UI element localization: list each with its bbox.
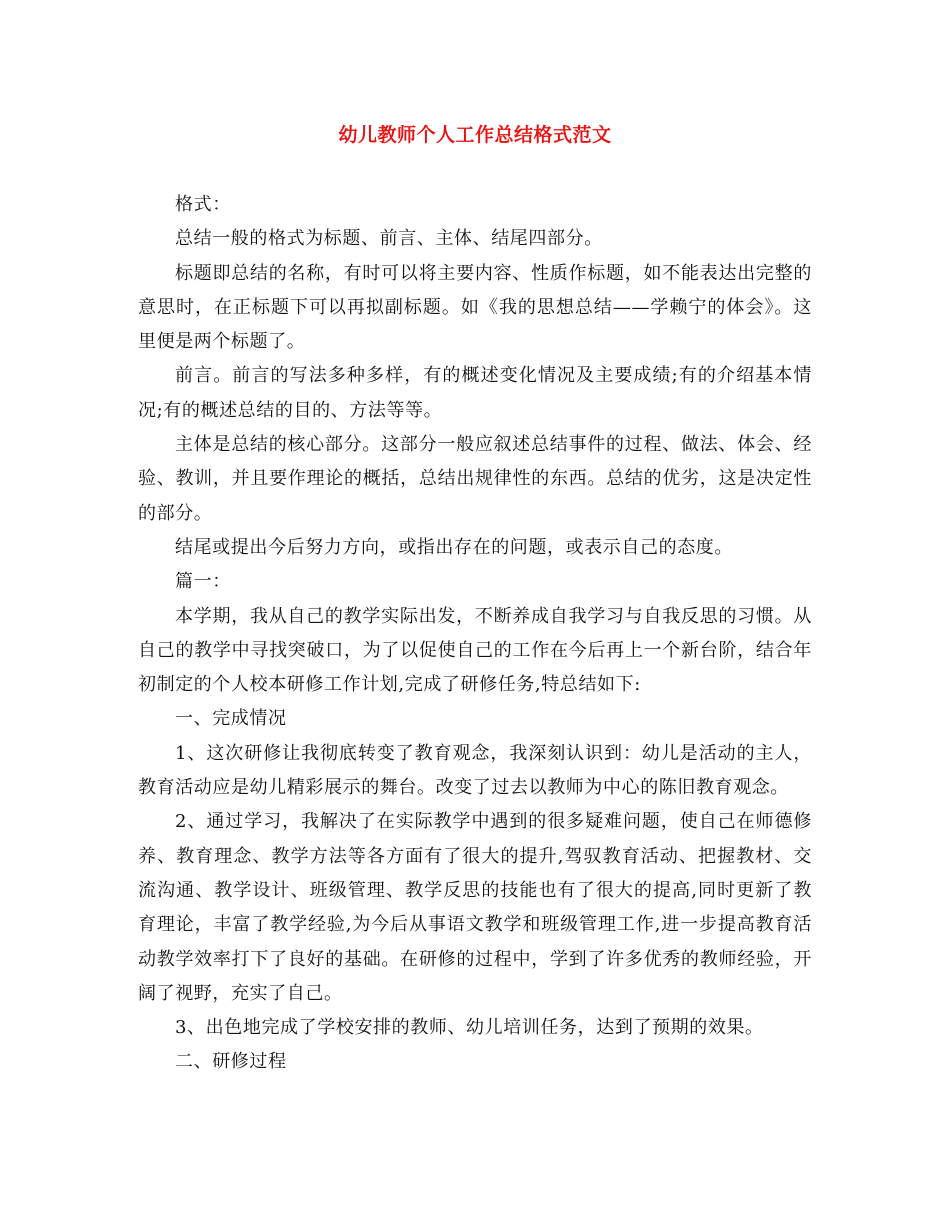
paragraph-completion-item-1: 1、这次研修让我彻底转变了教育观念，我深刻认识到：幼儿是活动的主人，教育活动应是幼儿精彩展示的舞台。改变了过去以教师为中心的陈旧教育观念。	[138, 742, 812, 799]
paragraph-ending-section: 结尾或提出今后努力方向，或指出存在的问题，或表示自己的态度。	[175, 536, 733, 558]
document-body	[138, 188, 812, 1080]
paragraph-completion-item-2: 2、通过学习，我解决了在实际教学中遇到的很多疑难问题，使自己在师德修养、教育理念、教学方法等各方面有了很大的提升,驾驭教育活动、把握教材、交流沟通、教学设计、班级管理、教学反思的技能也有了很大的提高,同时更新了教育理论，丰富了教学经验,为今后从事语文教学和班级管理工作,进一步提高教育活动教学效率打下了良好的基础。在研修的过程中，学到了许多优秀的教师经验，开阔了视野，充实了自己。	[138, 811, 812, 1004]
paragraph-title-section: 标题即总结的名称，有时可以将主要内容、性质作标题，如不能表达出完整的意思时，在正标题下可以再拟副标题。如《我的思想总结——学赖宁的体会》。这里便是两个标题了。	[138, 262, 812, 353]
paragraph-completion-item-3: 3、出色地完成了学校安排的教师、幼儿培训任务，达到了预期的效果。	[175, 1017, 764, 1039]
paragraph-main-body-section: 主体是总结的核心部分。这部分一般应叙述总结事件的过程、做法、体会、经验、教训，并且要作理论的概括，总结出规律性的东西。总结的优劣，这是决定性的部分。	[138, 434, 812, 524]
paragraph-process-heading: 二、研修过程	[175, 1051, 287, 1073]
paragraph-format-heading: 格式：	[175, 194, 231, 215]
document-title: 幼儿教师个人工作总结格式范文	[338, 124, 612, 146]
paragraph-format-overview: 总结一般的格式为标题、前言、主体、结尾四部分。	[175, 228, 603, 250]
paragraph-semester-intro: 本学期，我从自己的教学实际出发，不断养成自我学习与自我反思的习惯。从自己的教学中寻找突破口，为了以促使自己的工作在今后再上一个新台阶，结合年初制定的个人校本研修工作计划,完成了研修任务,特总结如下:	[138, 605, 812, 696]
paragraph-preface-section: 前言。前言的写法多种多样，有的概述变化情况及主要成绩;有的介绍基本情况;有的概述总结的目的、方法等等。	[138, 365, 812, 421]
paragraph-chapter-one-heading: 篇一：	[175, 571, 231, 593]
paragraph-completion-heading: 一、完成情况	[175, 708, 287, 730]
